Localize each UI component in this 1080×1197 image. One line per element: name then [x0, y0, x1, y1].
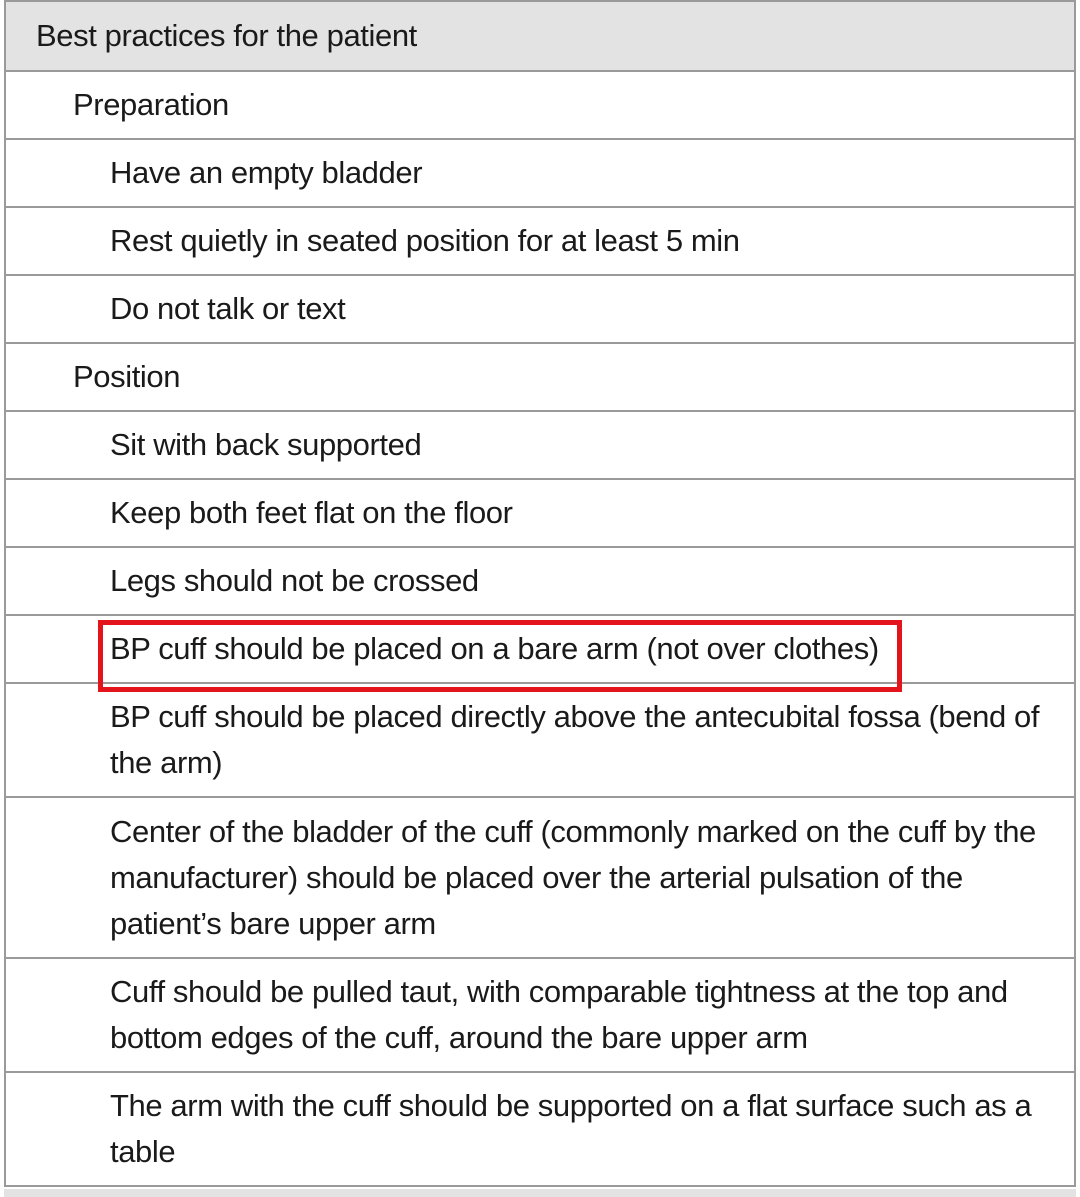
item-text: Do not talk or text: [110, 291, 346, 326]
section-row-position: [6, 344, 1074, 412]
table-row: [6, 684, 1074, 798]
table-row: [6, 1073, 1074, 1187]
table-row: [6, 959, 1074, 1073]
section-title: Position: [73, 359, 181, 394]
best-practices-table: [4, 0, 1076, 1187]
table-row-highlighted: [6, 616, 1074, 684]
item-text: The arm with the cuff should be supported on a flat surface such as a table: [110, 1088, 1032, 1169]
section-title: Preparation: [73, 87, 229, 122]
table-header-row: [6, 2, 1074, 72]
item-text: Cuff should be pulled taut, with comparable tightness at the top and bottom edges of the cuff, around the bare upper arm: [110, 974, 1008, 1055]
table-row: [6, 208, 1074, 276]
next-header-row-edge: [4, 1189, 1076, 1197]
item-text: Legs should not be crossed: [110, 563, 479, 598]
item-text: Sit with back supported: [110, 427, 422, 462]
item-text: Center of the bladder of the cuff (commonly marked on the cuff by the manufacturer) should be placed over the arterial pulsation of the patient’s bare upper arm: [110, 813, 1036, 941]
table-row: [6, 140, 1074, 208]
table-row: [6, 548, 1074, 616]
item-text-highlighted: BP cuff should be placed on a bare arm (not over clothes): [110, 631, 879, 666]
item-text: Have an empty bladder: [110, 155, 423, 190]
table-row: [6, 412, 1074, 480]
table-header-label: Best practices for the patient: [36, 18, 417, 53]
table-row: [6, 480, 1074, 548]
item-text: BP cuff should be placed directly above the antecubital fossa (bend of the arm): [110, 699, 1040, 780]
table-row: [6, 276, 1074, 344]
section-row-preparation: [6, 72, 1074, 140]
table-row: [6, 798, 1074, 959]
item-text: Rest quietly in seated position for at least 5 min: [110, 223, 740, 258]
item-text: Keep both feet flat on the floor: [110, 495, 513, 530]
